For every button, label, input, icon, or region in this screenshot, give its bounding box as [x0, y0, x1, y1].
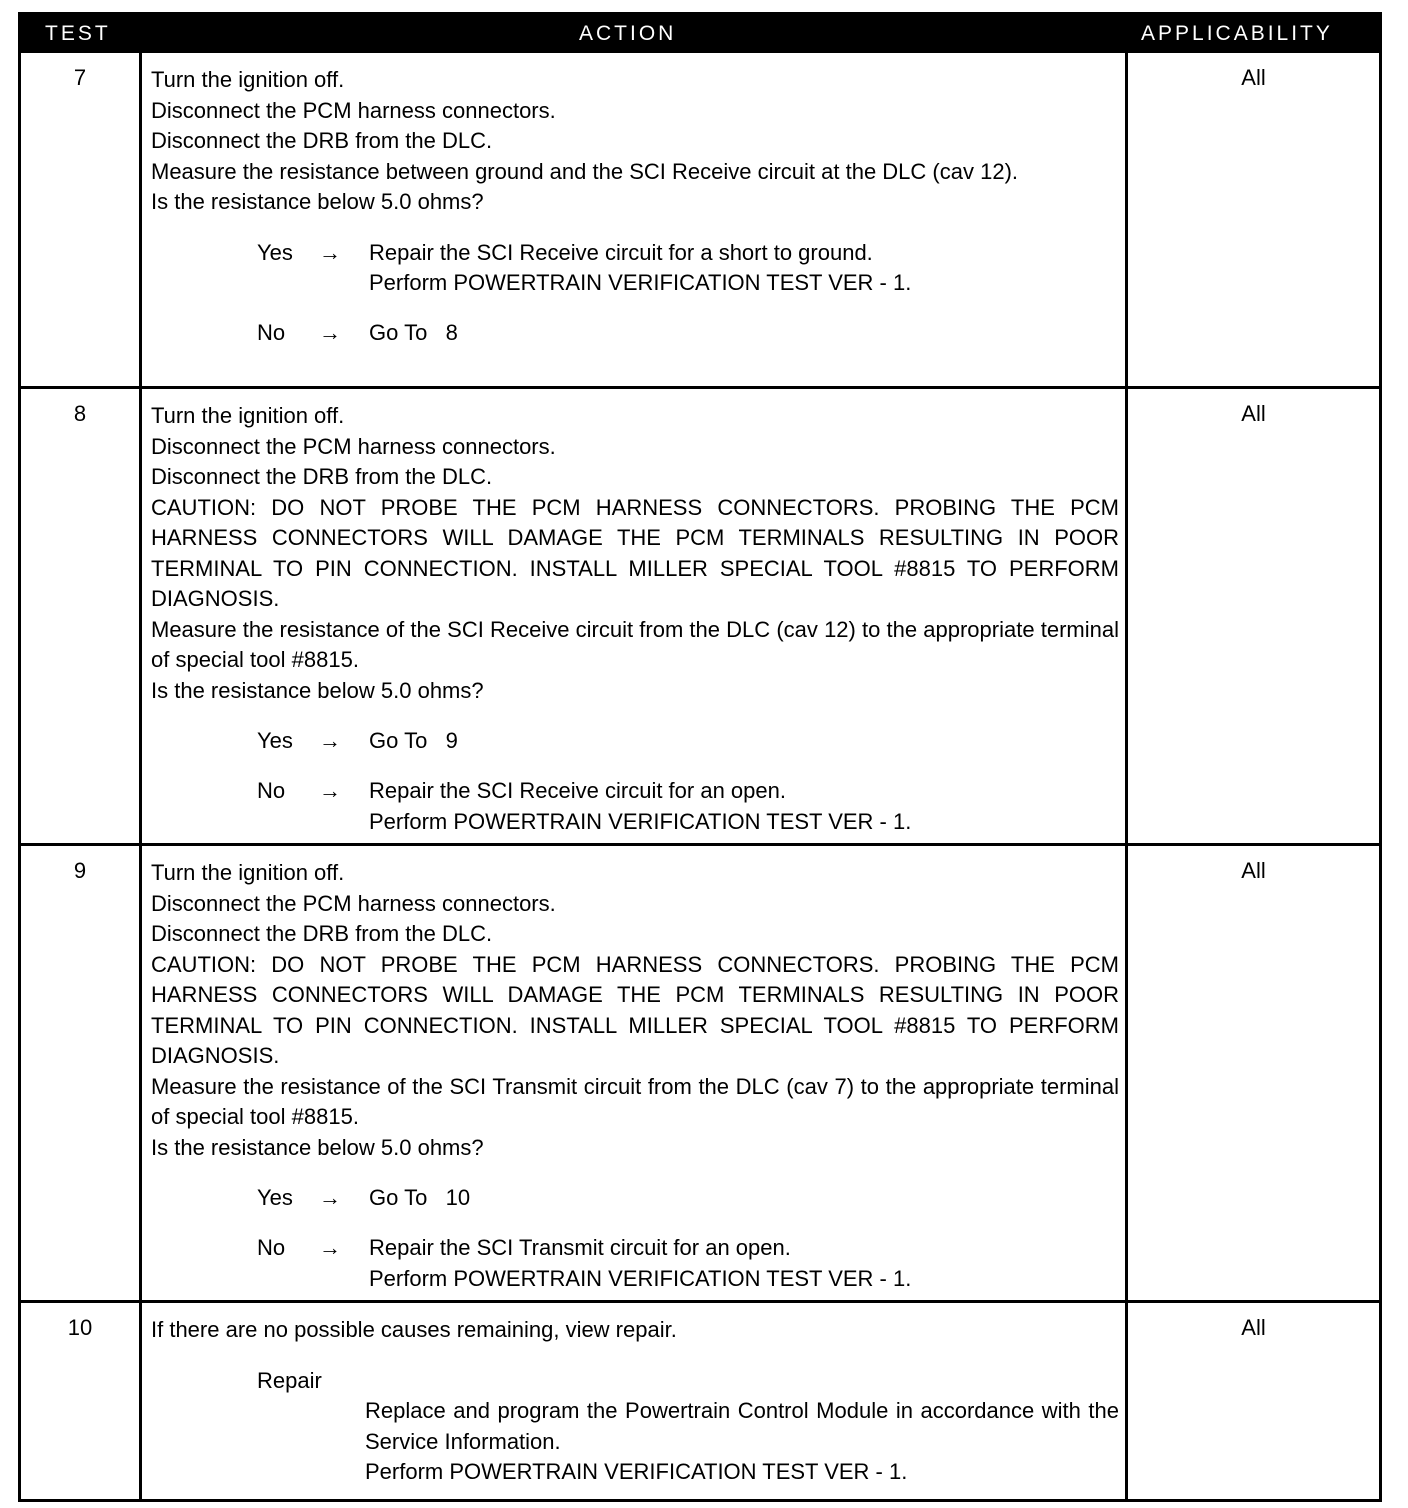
step: Turn the ignition off.	[151, 403, 345, 428]
test-number: 10	[67, 1315, 93, 1340]
step: Disconnect the PCM harness connectors.	[151, 433, 556, 459]
applicability-value: All	[1241, 65, 1266, 90]
question: Is the resistance below 5.0 ohms?	[151, 1134, 484, 1160]
step: Disconnect the DRB from the DLC.	[151, 921, 493, 946]
test-number: 7	[73, 65, 87, 90]
no-result: Repair the SCI Receive circuit for an open. Perform POWERTRAIN VERIFICATION TEST VER - 1.	[369, 778, 912, 834]
step: Measure the resistance between ground and the SCI Receive circuit at the DLC (cav 12).	[151, 158, 1019, 184]
no-branch	[151, 318, 1119, 348]
yes-label: Yes	[257, 728, 293, 753]
applicability-value: All	[1241, 401, 1266, 426]
step: Disconnect the DRB from the DLC.	[151, 464, 493, 489]
header-action: ACTION	[579, 22, 677, 45]
action-cell	[151, 65, 1119, 348]
step: Turn the ignition off.	[151, 67, 345, 92]
step: Measure the resistance of the SCI Transmit circuit from the DLC (cav 7) to the appropriate terminal of special tool #8815.	[151, 1073, 1119, 1129]
arrow-icon: →	[319, 1185, 341, 1210]
arrow-icon: →	[319, 778, 341, 803]
yes-result: Go To 10	[369, 1185, 471, 1210]
caution-text: CAUTION: DO NOT PROBE THE PCM HARNESS CONNECTORS. PROBING THE PCM HARNESS CONNECTORS WILL DAMAGE THE PCM TERMINALS RESULTING IN POOR TERMINAL TO PIN CONNECTION. INSTALL MILLER SPECIAL TOOL #8815 TO PERFORM DIAGNOSIS.	[151, 951, 1119, 1068]
table-row-7	[21, 53, 1379, 386]
yes-branch	[151, 238, 1119, 298]
test-number: 9	[73, 858, 87, 883]
step: Measure the resistance of the SCI Receive circuit from the DLC (cav 12) to the appropriate terminal of special tool #8815.	[151, 616, 1119, 672]
arrow-icon: →	[319, 319, 341, 345]
no-label: No	[257, 1235, 286, 1260]
yes-label: Yes	[257, 239, 293, 265]
caution-text: CAUTION: DO NOT PROBE THE PCM HARNESS CONNECTORS. PROBING THE PCM HARNESS CONNECTORS WILL DAMAGE THE PCM TERMINALS RESULTING IN POOR TERMINAL TO PIN CONNECTION. INSTALL MILLER SPECIAL TOOL #8815 TO PERFORM DIAGNOSIS.	[151, 494, 1119, 611]
no-label: No	[257, 778, 286, 803]
arrow-icon: →	[319, 1235, 341, 1260]
repair-label: Repair	[257, 1367, 322, 1393]
yes-label: Yes	[257, 1185, 293, 1210]
step: Disconnect the PCM harness connectors.	[151, 890, 556, 916]
table-row-9	[21, 846, 1379, 1300]
table-row-8	[21, 389, 1379, 843]
arrow-icon: →	[319, 239, 341, 265]
step: If there are no possible causes remaining, view repair.	[151, 1317, 677, 1342]
applicability-value: All	[1241, 1315, 1266, 1340]
test-number: 8	[73, 401, 87, 426]
yes-result: Go To 9	[369, 728, 458, 753]
action-cell	[151, 858, 1119, 1293]
header-applicability: APPLICABILITY	[1141, 22, 1333, 45]
no-branch	[151, 1233, 1119, 1293]
question: Is the resistance below 5.0 ohms?	[151, 189, 484, 214]
table-row-10	[21, 1303, 1379, 1499]
yes-branch	[151, 726, 1119, 756]
question: Is the resistance below 5.0 ohms?	[151, 677, 484, 703]
action-cell	[151, 1315, 1119, 1488]
yes-result: Repair the SCI Receive circuit for a short to ground. Perform POWERTRAIN VERIFICATION TEST VER - 1.	[369, 239, 912, 295]
step: Disconnect the PCM harness connectors.	[151, 97, 556, 123]
no-result: Repair the SCI Transmit circuit for an open. Perform POWERTRAIN VERIFICATION TEST VER - 1.	[369, 1235, 912, 1291]
diagnostic-table	[18, 12, 1382, 1502]
step: Disconnect the DRB from the DLC.	[151, 128, 493, 153]
arrow-icon: →	[319, 728, 341, 753]
no-branch	[151, 776, 1119, 836]
repair-text: Replace and program the Powertrain Control Module in accordance with the Service Information.	[365, 1398, 1119, 1454]
action-cell	[151, 401, 1119, 836]
yes-branch	[151, 1183, 1119, 1213]
no-label: No	[257, 319, 286, 345]
no-result: Go To 8	[369, 319, 458, 345]
repair-verify: Perform POWERTRAIN VERIFICATION TEST VER - 1.	[365, 1459, 908, 1484]
applicability-value: All	[1241, 858, 1266, 883]
step: Turn the ignition off.	[151, 860, 345, 885]
header-test: TEST	[45, 22, 111, 45]
table-header	[21, 15, 1379, 53]
